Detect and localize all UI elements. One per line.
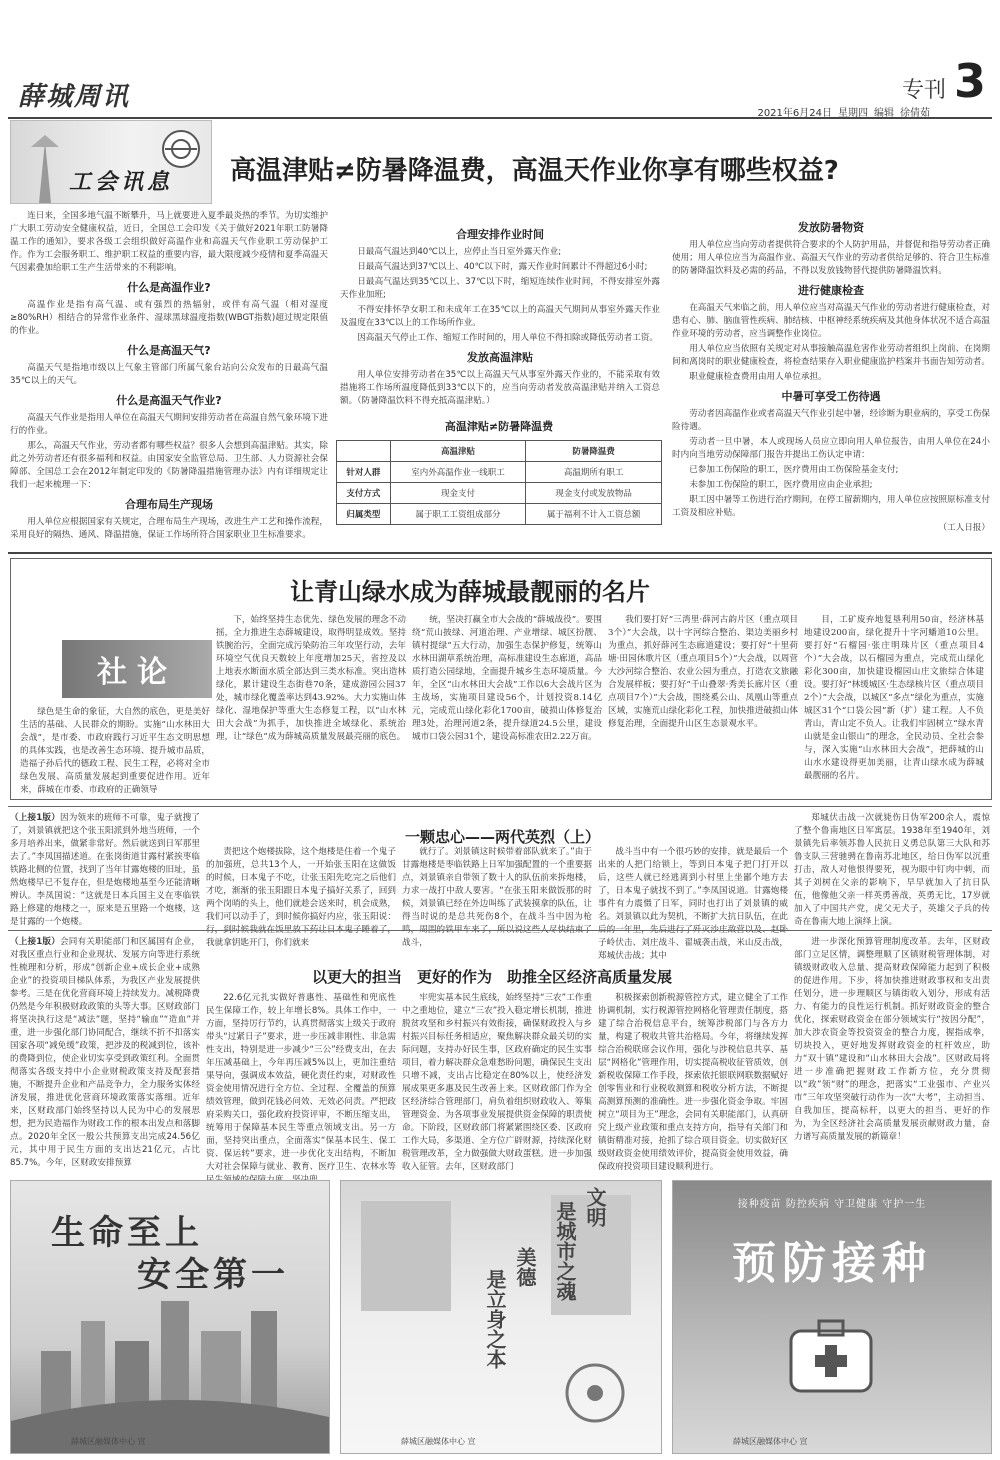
economy-paragraph: 进一步深化预算管理制度改革。去年，区财政部门立足区情，调整理顺了区镇财税管理体制，对镇级财政收入总量、提高财政保障能力起到了积极的促进作用。下步，将加快推进财政事权和支出责任划分，进一步理顺区与镇街收入划分，形成有活力、有能力的良性运行机制。抓好财政资金的整合优化，探索财政资金在部分领域实行“按因分配”，加大涉农资金等投资资金的整合力度，握指成拳，切块投入，更好地发挥财政资金的杠杆效应，助力“双十镇”建设和“山水林田大会战”。区财政局将进一步准确把握财政工作新方位，充分贯彻以“政”领“财”的理念，把落实“工业强市、产业兴市”三年攻坚突破行动作为一次“大考”，主动担当、自我加压，提高标杆，以更大的担当、更好的作为，为全区经济社会高质量发展贡献财政力量，奋力谱写高质量发展的新篇章！ (794, 937, 990, 1142)
p2-line-2: 日最高气温达到37℃以上、40℃以下时，露天作业时间累计不得超过6小时; (357, 262, 648, 272)
editorial-paragraph: 统，坚决打赢全市大会战的“薛城战役”。要围绕“荒山披绿、河道治理、产业增绿、城区扮靓、镇村提绿”五大行动，加强生态保护修复，统筹山水林田湖草系统治理，高标准建设生态廊道，高品质打造公园绿地，全面提升城乡生态环境质量。今年，全区“山水林田大会战”工作以6大会战片区为主战场，实施项目建设56个，计划投资8.14亿元，完成荒山绿化彩化1700亩，破损山体修复治理3处，治理河道2条，提升绿道24.5公里，建设城市口袋公园31个，建设高标准农田2.22万亩。 (412, 615, 602, 742)
economy-paragraph: 牢兜实基本民生底线，始终坚持“三农”工作重中之重地位，建立“三农”投入稳定增长机制，推进脱贫攻坚和乡村振兴有效衔接，确保财政投入与乡村振兴目标任务相适应，聚焦解决群众最关切的实际问题，支持办好民生事，区政府确定的民生实事项目，着力解决群众急难愁盼问题，确保民生支出只增不减，支出占比稳定在80%以上，使经济发展成果更多惠及民生改善上来。区财政部门作为全区经济综合管理部门，肩负着组织财政收入、筹集管理资金、为各项事业发展提供资金保障的职责使命。下阶段，区财政部门将紧紧围绕区委、区政府工作大局，多渠道、全方位广辟财源，持续深化财税管理改革，全力做强做大财政蛋糕。进一步加强收入征管。去年，区财政部门 (402, 993, 592, 1172)
table-header-cell: 高温津贴 (390, 441, 526, 462)
editorial-paragraph: 我们要打好“三湾里·薛河古韵片区（重点项目3个）”大会战，以十字河综合整治、渠边美丽乡村为重点，抓好薛河生态廊道建设；要打好“十里荷塘·田园休歌片区（重点项目5个）”大会战，以周营大沙河综合整治、农业公园为重点，打造农文旅融合发展样板；要打好“千山叠翠·秀美长廊片区（重点项目7个）”大会战，围绕奚公山、凤凰山等重点区域，实施荒山绿化彩化工程，加快推进破损山体修复治理，全面提升山区生态景观水平。 (608, 615, 798, 729)
p6-title: 中暑可享受工伤待遇 (781, 390, 881, 403)
serial-paragraph: 就行了。刘景镇这时候带着部队就来了。”由于甘露炮楼是枣临铁路上日军加强配置的一个重要据点，刘景镇亲自带领了数十人的队伍前来拆炮楼，力求一战打中敌人要害。“在张玉阳来做饭那的时候，刘景镇已经在外边叫练了武装摸拿的队伍，让得当时说的是总共死伤8个，在战斗当中因为枪鸣，周围的铁甲车来了，所以说这些人尽快结束了战斗， (402, 847, 592, 948)
economy-paragraph: 会同有关职能部门和区属国有企业，对我区重点行业和企业现状、发展方向等进行系统性梳理和分析，形成“创新企业+成长企业+成熟企业”的投资项目梯队体系，为我区产业发展提供参考。三是在优化营商环境上持续发力。减税降费仍然是今年积极财政政策的头等大事。区财政部门将坚决执行这是“减法”题，坚持“输血”“造血”并重，进一步强化部门协同配合，继续不折不扣落实国家各项“减免缓”政策，把涉及的税减到位，该补的费降到位，使企业切实享受到政策红利。全面贯彻落实各级支持中小企业财税政策支持及配套措施，不断提升企业和产品竞争力，全力服务实体经济发展，推进优化营商环境政策落实落细。近年来，区财政部门始终坚持以人民为中心的发展思想，把为民造福作为财政工作的根本出发点和落脚点。2020年全区一般公共预算支出完成24.56亿元，其中用于民生方面的支出达21亿元，占比85.7%。今年，区财政安排预算 (10, 937, 200, 1168)
p5-text-3: 职业健康检查费用由用人单位承担。 (689, 372, 827, 382)
economy-column-4 (598, 992, 788, 1172)
p6-text-2: 劳动者一旦中暑，本人或现场人员应立即向用人单位报告，由用人单位在24小时内向当地劳动保障部门报告并提出工伤认定申请： (672, 437, 990, 460)
economy-column-1 (10, 936, 200, 1172)
union-news-banner (10, 120, 212, 204)
serial-column-2 (206, 846, 396, 948)
p2-line-5: 因高温天气停止工作、缩短工作时间的，用人单位不得扣除或降低劳动者工资。 (357, 333, 658, 343)
union-intro: 连日来，全国多地气温不断攀升，马上就要进入夏季最炎热的季节。为切实维护广大职工劳动安全健康权益，近日，全国总工会印发《关于做好2021年职工防暑降温工作的通知》，要求各级工会组织做好高温作业和高温天气作业职工劳动保护工作。作为工会服务职工、维护职工权益的重要内容，最大限度减少疫情和夏季高温天气因素叠加给职工生产生活带来的不利影响。 (10, 211, 328, 273)
newspaper-logo: 薛城周讯 (18, 82, 131, 112)
table-cell: 属于职工工资组成部分 (390, 504, 526, 525)
poster-line-city: 是城市之魂 (553, 1201, 577, 1301)
poster-slogan-1: 生命至上 (51, 1213, 203, 1253)
medical-kit-icon (673, 1181, 991, 1453)
editorial-column-5 (804, 614, 984, 794)
editorial-badge-text: 社论 (97, 655, 177, 690)
editor-label: 编辑 (874, 108, 894, 119)
comparison-table-block (336, 418, 662, 525)
q1-title: 什么是高温作业? (127, 281, 211, 294)
economy-paragraph: 22.6亿元扎实做好普惠性、基础性和兜底性民生保障工作，较上年增长8%。具体工作中，一方面，坚持厉行节约，认真贯彻落实上级关于政府带头“过紧日子”要求，进一步压减非刚性、非急需性支出，特别是进一步减少“三公”经费支出，在去年压减基础上，今年再压减5%以上，更加注重结果导向，强调成本效益，硬化责任约束，对财政性资金使用情况进行全方位、全过程、全覆盖的预算绩效管理，做到花钱必问效、无效必问责。严把政府采购关口，强化政府投资评审，不断压缩支出，统筹用于保障基本民生等重点领域支出。另一方面，坚持突出重点，全面落实“保基本民生、保工资、保运转”要求，进一步优化支出结构，不断加大对社会保障与就业、教育、医疗卫生、农林水等 (206, 993, 396, 1172)
p2-line-4: 不得安排怀孕女职工和未成年工在35℃以上的高温天气期间从事室外露天作业及温度在33℃以上的工作场所作业。 (340, 305, 660, 328)
table-cell: 室内外高温作业一线职工 (390, 462, 526, 483)
p4-text: 用人单位应当向劳动者提供符合要求的个人防护用品，并督促和指导劳动者正确使用；用人单位应当为高温作业、高温天气作业的劳动者供给足够的、符合卫生标准的防暑降温饮料及必需的药品，不得以发放钱物替代提供防暑降温饮料。 (672, 240, 990, 276)
economy-paragraph: 积极探索创新税源管控方式，建立健全了工作协调机制，实行税源管控网格化管理责任制度，搭建了综合治税信息平台，统筹涉税部门与各方力量，构建了税收共管共治格局。今年，将继续发挥综合治税联席会议作用，强化与涉税信息共享、基层“网格化”管理作用，切实提高税收征管质效，创新税收保障工作手段，探索依托银联网联数据赋好创零售业和行业税收测算和税收分析方法，不断提高测算预测的准确性。进一步强化资金争取。牢固树立“项目为王”理念，会同有关职能部门，认真研究上级产业政策和重点支持方向，指导有关部门和镇街精准对接，抢抓了综合项目资金。切实做好区级财政资金使用绩效评价，提高资金使用效益，确保政府投资项目建设顺利进行。 (598, 993, 788, 1172)
table-cell: 高温期所有职工 (526, 462, 662, 483)
p3-text: 用人单位安排劳动者在35℃以上高温天气从事室外露天作业的，不能采取有效措施将工作场所温度降低到33℃以下的，应当向劳动者发放高温津贴并纳入工资总额。（防暑降温饮料不得充抵高温津贴。） (340, 370, 660, 406)
editorial-column-4 (608, 614, 798, 794)
poster-line-self: 是立身之本 (483, 1269, 507, 1369)
issue-weekday: 星期四 (838, 108, 868, 119)
p1-title: 合理布局生产现场 (125, 498, 213, 511)
q2-text: 高温天气是指地市级以上气象主管部门所属气象台站向公众发布的日最高气温35℃以上的天气。 (10, 363, 328, 386)
table-row (337, 462, 662, 483)
p2-line-3: 日最高气温达到35℃以上、37℃以下时，缩短连续作业时间，不得安排室外露天作业加班; (340, 277, 660, 300)
section-rule (8, 552, 992, 554)
serial-column-1 (10, 812, 200, 927)
issue-date: 2021年6月24日 (757, 108, 832, 119)
p2-title: 合理安排作业时间 (456, 228, 544, 241)
section-rule (8, 930, 992, 931)
editorial-paragraph: 目，工矿废弃地复垦利用50亩，经济林基地建设200亩，绿化提升十字河蟠道10公里。要打好“石榴园·张庄明珠片区（重点项目4个）”大会战，以石榴园为重点，完成荒山绿化彩化300亩，加快建设榴园山庄文旅综合体建设。要打好“林缓城区·生态绿核片区（重点项目2个）”大会战，以城区“多点”绿化为重点，实施城区31个“口袋公园”新（扩）建工程。人不负青山，青山定不负人。让我们牢固树立“绿水青山就是金山银山”的理念，全民动员、全社会参与，深入实施“山水林田大会战”，把薛城的山山水水建设得更加美丽，让青山绿水成为薛城最靓丽的名片。 (804, 615, 984, 781)
poster-title: 预防接种 (732, 1238, 932, 1289)
editor-name: 徐倩茹 (900, 108, 930, 119)
table-cell: 针对人群 (337, 462, 391, 483)
poster-line-civility: 文明 (583, 1187, 607, 1227)
p4-title: 发放防暑物资 (798, 221, 864, 234)
civility-poster (340, 1180, 662, 1454)
vaccination-poster (672, 1180, 992, 1454)
q3-text-1: 高温天气作业是指用人单位在高温天气期间安排劳动者在高温自然气象环境下进行的作业。 (10, 413, 328, 436)
union-column-2 (340, 222, 660, 417)
poster-tagline: 接种疫苗 防控疾病 守卫健康 守护一生 (737, 1199, 927, 1210)
p5-text-2: 用人单位应当依照有关规定对从事接触高温危害作业劳动者组织上岗前、在岗期间和离岗时的职业健康检查，将检查结果存入职业健康监护档案并书面告知劳动者。 (672, 344, 990, 367)
p6-text-1: 劳动者因高温作业或者高温天气作业引起中暑，经诊断为职业病的，享受工伤保险待遇。 (672, 409, 990, 432)
p3-title: 发放高温津贴 (467, 351, 533, 364)
table-cell: 现金支付 (390, 483, 526, 504)
p1-text: 用人单位应根据国家有关规定，合理布局生产现场，改进生产工艺和操作流程，采用良好的隔热、通风、降温措施，保证工作场所符合国家职业卫生标准要求。 (10, 517, 328, 540)
section-name: 专刊 (901, 78, 946, 103)
p5-title: 进行健康检查 (798, 284, 864, 297)
editorial-paragraph: 下，始终坚持生态优先、绿色发展的理念不动摇，全力推进生态薛城建设，取得明显成效。坚持铁腕治污，全面完成污染防治三年攻坚行动，去年环境空气优良天数较上年度增加25天，省控及以上地表水断面水质全部达到三类水标准。突出造林绿化，累计建设生态街巷70条，建成游园公园37处，城市绿化覆盖率达到43.92%。大力实施山体绿化、湿地保护等重大生态修复工程，以“山水林田大会战”为抓手，加快推进全域绿化、系统治理，让“绿色”成为薛城高质量发展最亮丽的底色。 (216, 615, 406, 742)
section-rule (8, 806, 992, 807)
editorial-headline: 让青山绿水成为薛城最靓丽的名片 (290, 578, 650, 606)
poster-slogan-2: 安全第一 (137, 1255, 289, 1295)
union-news-title: 工会讯息 (69, 169, 174, 195)
economy-column-3 (402, 992, 592, 1172)
serial-headline: 一颗忠心——两代英烈（上） (405, 828, 601, 846)
p6-text-3: 已参加工伤保险的职工，医疗费用由工伤保险基金支付; (689, 465, 899, 475)
table-cell: 归属类型 (337, 504, 391, 525)
table-cell: 支付方式 (337, 483, 391, 504)
table-cell: 属于福利不计入工资总额 (526, 504, 662, 525)
table-header-cell: 防暑降温费 (526, 441, 662, 462)
q3-text-2: 那么，高温天气作业，劳动者都有哪些权益？很多人会想到高温津贴。其实，除此之外劳动者还有很多福利和权益。由国家安全监管总局、卫生部、人力资源社会保障部、全国总工会在2012年制定印发的《防暑降温措施管理办法》内有详细规定让我们一起来梳理一下： (10, 441, 328, 490)
table-row (337, 504, 662, 525)
economy-headline: 以更大的担当 更好的作为 助推全区经济高质量发展 (312, 968, 673, 986)
editorial-paragraph: 绿色是生命的象征，大自然的底色，更是美好生活的基础、人民群众的期盼。实施“山水林田大会战”，是市委、市政府践行习近平生态文明思想的具体实践，也是改善生态环境、提升城市品质，造福子孙后代的德政工程、民生工程，必将对全市绿色发展、高质量发展起到重要促进作用。近年来，薛城在市委、市政府的正确领导 (20, 707, 210, 795)
serial-column-5 (794, 812, 990, 927)
poster-line-virtue: 美德 (513, 1247, 537, 1287)
serial-paragraph: 郑城伏击战一次就毙伤日伪军200余人，震惊了整个鲁南地区日军寓层。1938年至1940年，刘景镇先后率领苏鲁人民抗日义勇总队第三大队和苏鲁支队三营驰骋在鲁南苏北地区，给日伪军以沉重打击，敌人对他恨得要死，视为眼中钉肉中刺，而其子刘树在父亲的影响下，早早就加入了抗日队伍，他像他父亲一样英勇善战，英勇无比，17岁就加入了中国共产党，虎父无犬子，英雄父子兵的传奇在鲁南大地上演绎上演。 (794, 813, 990, 927)
q1-text: 高温作业是指有高气温、或有强烈的热辐射，或伴有高气温（相对湿度≥80%RH）相结合的异常作业条件、湿球黑球温度指数(WBGT指数)超过规定限值的作业。 (10, 300, 328, 336)
p5-text-1: 在高温天气来临之前，用人单位应当对高温天气作业的劳动者进行健康检查，对患有心、肺、脑血管性疾病、肺结核、中枢神经系统疾病及其他身体状况不适合高温作业环境的劳动者，应当调整作业岗位。 (672, 303, 990, 339)
union-headline: 高温津贴≠防暑降温费，高温天作业你享有哪些权益? (230, 156, 839, 186)
masthead-rule (8, 117, 992, 119)
editorial-badge (62, 640, 212, 698)
continued-label: （上接1版） (10, 813, 60, 823)
poster-credit: 薛城区融媒体中心 宣 (733, 1437, 808, 1446)
union-column-3 (672, 215, 990, 547)
table-row (337, 483, 662, 504)
page-marker (901, 54, 986, 108)
comparison-table (336, 440, 662, 525)
table-title: 高温津贴≠防暑降温费 (444, 420, 554, 433)
serial-paragraph: 责把这个炮楼拔除，这个炮楼是住着一个鬼子的加强班，总共13个人，一开始张玉阳在这做饭的时候，日本鬼子不吃，让张玉阳先吃完之后他们才吃，渐渐的张玉阳跟日本鬼子搞好关系了，回到两个岗哨的头上，他们就趁会送来时，机会成熟，我们可以动手了，到时候你搞好内应，张玉阳说：行，到时候我就在饭里放下药让日本鬼子睡着了，我就拿钥匙开门，你们就来 (206, 847, 396, 948)
table-cell: 现金支付或发放物品 (526, 483, 662, 504)
q2-title: 什么是高温天气? (127, 344, 211, 357)
editorial-column-1 (20, 706, 210, 794)
serial-paragraph: 战斗当中有一个很巧妙的安排，就是最后一个出来的人把门给锁上，等到日本鬼子把门打开以后，这些人就已经逃离到小村里上坐鄙个地方去了，日本鬼子就找不到了。”李凤国说道。甘露炮楼事件有力震慑了日军，同时也打出了刘景镇的威名。刘景镇以此为契机，不断扩大抗日队伍，在此后的一年里，先后进行了歼灭沙庄敌营以及、赵卧子岭伏击、刘庄战斗、翟城袭击战，米山反击战，郑城伏击战；其中 (598, 847, 788, 961)
editorial-column-2 (216, 614, 406, 794)
poster-credit: 薛城区融媒体中心 宣 (401, 1437, 476, 1446)
poster-credit: 薛城区融媒体中心 宣 (71, 1437, 146, 1446)
union-column-1 (10, 210, 328, 545)
p6-text-4: 未参加工伤保险的职工，医疗费用应由企业承担; (689, 480, 873, 490)
table-header-cell (337, 441, 391, 462)
page-number: 3 (953, 54, 986, 108)
editorial-column-3 (412, 614, 602, 794)
table-header-row (337, 441, 662, 462)
continued-label: （上接1版） (10, 937, 60, 947)
economy-column-2 (206, 992, 396, 1172)
q3-title: 什么是高温天气作业? (116, 394, 222, 407)
safety-poster (10, 1180, 330, 1454)
serial-column-3 (402, 846, 592, 948)
article-source: （工人日报） (938, 523, 990, 533)
serial-paragraph: 因为领来的班师不可靠，鬼子就搜了了，刘景镇就把这个张玉阳派到外地当班师，一个多月培养出来，做紧非常好。然后就送到日军那里去了。”李凤国描述道。在张岗街道甘露村紧挨枣临铁路北侧的位置，找到了当年甘露炮楼的旧址，虽然炮楼早已不复存在，但是炮楼地基至今还能清晰辨认。李凤国说：“这就是日本兵国主义在枣临铁路上修建的炮楼之一，原来是五里路一个炮楼，这是甘露的一个炮楼。 (10, 813, 200, 927)
p6-text-5: 职工因中暑等工伤进行治疗期间，在停工留薪期内，用人单位应按照原标准支付工资及相应补贴。 (672, 495, 990, 518)
economy-column-5 (794, 936, 990, 1172)
p2-line-1: 日最高气温达到40℃以上，应停止当日室外露天作业; (357, 247, 562, 257)
serial-column-4 (598, 846, 788, 961)
